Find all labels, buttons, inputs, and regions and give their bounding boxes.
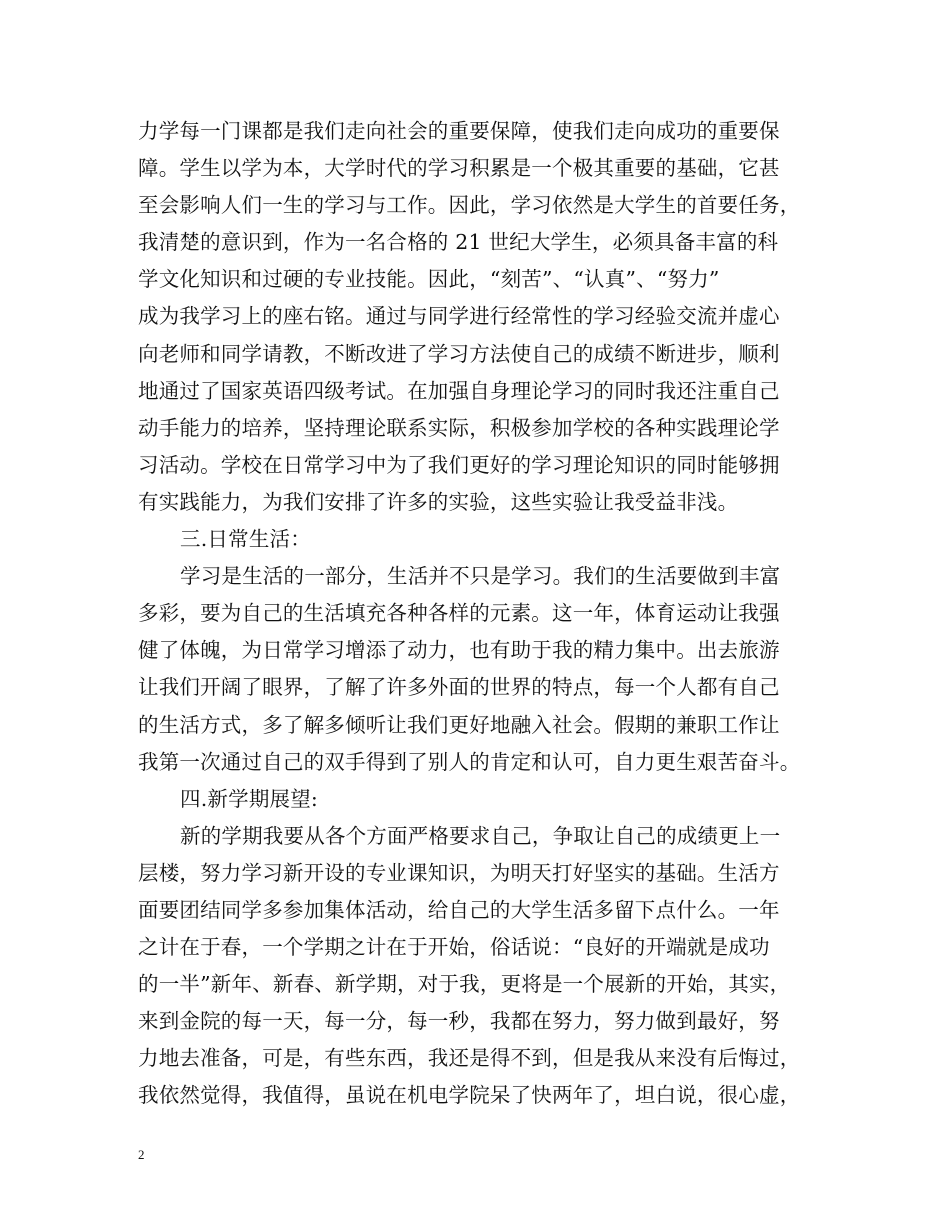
text-line: 层楼，努力学习新开设的专业课知识，为明天打好坚实的基础。生活方 xyxy=(138,860,780,885)
text-line: 学习是生活的一部分，生活并不只是学习。我们的生活要做到丰富 xyxy=(180,564,781,589)
text-line: 的生活方式，多了解多倾听让我们更好地融入社会。假期的兼职工作让 xyxy=(138,712,780,737)
text-line: 的一半”新年、新春、新学期，对于我，更将是一个展新的开始，其实， xyxy=(138,972,791,997)
text-line: 来到金院的每一天，每一分，每一秒，我都在努力，努力做到最好，努 xyxy=(138,1009,780,1034)
section-heading-new-semester: 四.新学期展望: xyxy=(180,786,319,811)
text-line: 障。学生以学为本，大学时代的学习积累是一个极其重要的基础，它甚 xyxy=(138,156,780,181)
page-number: 2 xyxy=(138,1147,145,1162)
text-line: 新的学期我要从各个方面严格要求自己，争取让自己的成绩更上一 xyxy=(180,823,781,848)
section-heading-daily-life: 三.日常生活： xyxy=(180,527,311,552)
text-line: 动手能力的培养，坚持理论联系实际，积极参加学校的各种实践理论学 xyxy=(138,415,780,440)
text-line: 习活动。学校在日常学习中为了我们更好的学习理论知识的同时能够拥 xyxy=(138,452,780,477)
text-line: 有实践能力，为我们安排了许多的实验，这些实验让我受益非浅。 xyxy=(138,489,739,514)
text-line: 地通过了国家英语四级考试。在加强自身理论学习的同时我还注重自己 xyxy=(138,378,780,403)
text-line: 多彩，要为自己的生活填充各种各样的元素。这一年，体育运动让我强 xyxy=(138,601,780,626)
text-line: 向老师和同学请教，不断改进了学习方法使自己的成绩不断进步，顺利 xyxy=(138,341,780,366)
text-line: 我依然觉得，我值得，虽说在机电学院呆了快两年了，坦白说，很心虚， xyxy=(138,1083,801,1108)
text-line: 至会影响人们一生的学习与工作。因此，学习依然是大学生的首要任务， xyxy=(138,193,801,218)
text-line: 成为我学习上的座右铭。通过与同学进行经常性的学习经验交流并虚心 xyxy=(138,304,780,329)
text-line: 健了体魄，为日常学习增添了动力，也有助于我的精力集中。出去旅游 xyxy=(138,638,780,663)
text-line: 让我们开阔了眼界，了解了许多外面的世界的特点，每一个人都有自己 xyxy=(138,675,780,700)
body-text xyxy=(138,113,828,1115)
text-line: 我第一次通过自己的双手得到了别人的肯定和认可，自力更生艰苦奋斗。 xyxy=(138,749,801,774)
text-line: 力学每一门课都是我们走向社会的重要保障，使我们走向成功的重要保 xyxy=(138,119,780,143)
text-line: 之计在于春，一个学期之计在于开始，俗话说：“良好的开端就是成功 xyxy=(138,935,770,960)
text-line: 面要团结同学多参加集体活动，给自己的大学生活多留下点什么。一年 xyxy=(138,897,780,922)
text-line: 学文化知识和过硬的专业技能。因此，“刻苦”、“认真”、“努力” xyxy=(138,267,720,292)
text-line: 力地去准备，可是，有些东西，我还是得不到，但是我从来没有后悔过， xyxy=(138,1046,801,1071)
text-line: 我清楚的意识到，作为一名合格的 21 世纪大学生，必须具备丰富的科 xyxy=(138,230,779,255)
